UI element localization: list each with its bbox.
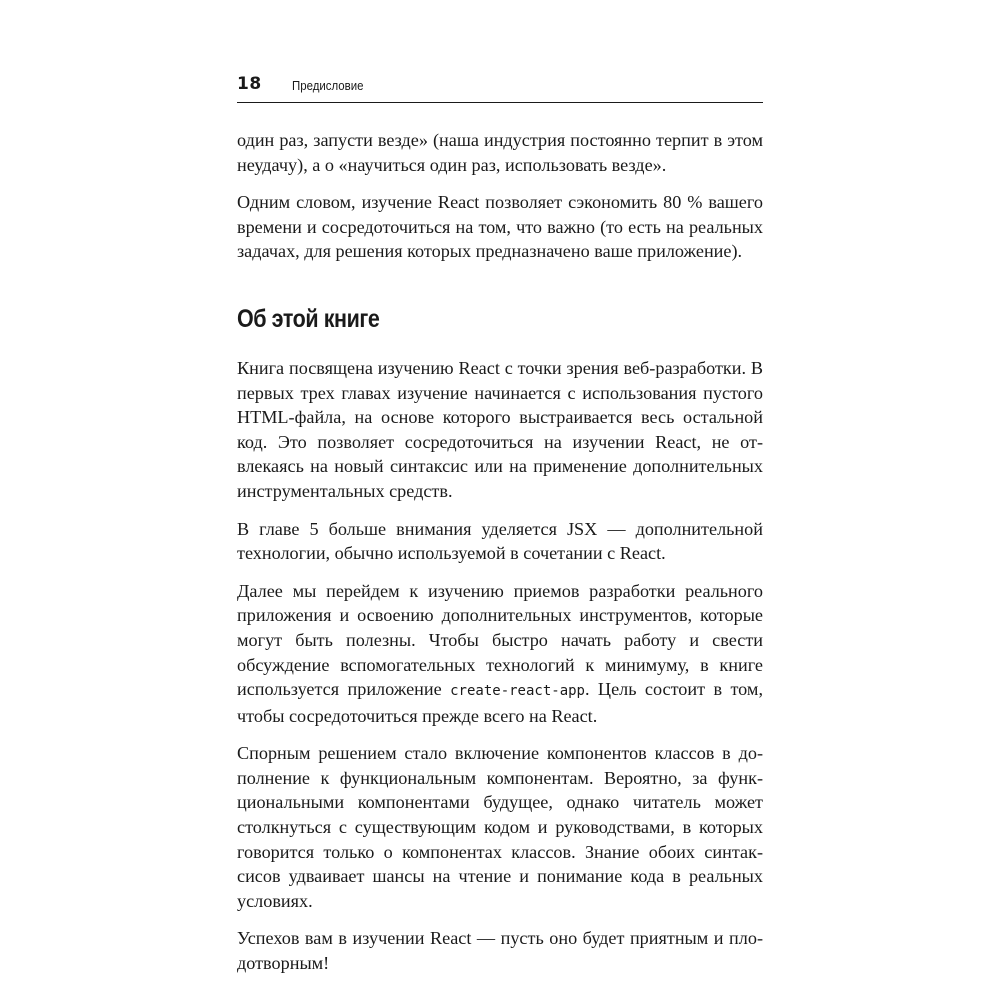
book-page	[237, 0, 763, 1000]
paragraph-tools	[237, 579, 763, 729]
page-number: 18	[237, 74, 262, 94]
paragraph-closing: Успехов вам в изучении React — пусть оно будет приятным и плодотворным!	[237, 928, 763, 974]
paragraph-class-components: Спорным решением стало включение компонентов классов в дополнение к функциональным компонентам. Вероятно, за функциональными компонентами будущее, однако читатель может столкнуться с существующим кодом и руководствами, в которых говорится только о компонентах классов. Знание обоих синтаксисов удваивает шансы на чтение и понимание кода в реальных условиях.	[237, 743, 763, 911]
section-heading: Об этой книге	[237, 304, 380, 333]
inline-code: create-react-app	[450, 683, 585, 700]
paragraph-book-focus: Книга посвящена изучению React с точки зрения веб-разработки. В первых трех главах изучение начинается с использования пустого HTML-файла, на основе которого выстраивается весь остальной код. Это позволяет сосредоточиться на изучении React, не отвлекаясь на новый синтаксис или на применение дополнительных инструментальных средств.	[237, 357, 763, 501]
page-body	[237, 128, 763, 989]
paragraph-tools-text-2: . Цель состоит в том, чтобы сосредоточиться прежде всего на React.	[237, 679, 763, 726]
paragraph-jsx: В главе 5 больше внимания уделяется JSX — дополнительной технологии, обычно используемой в сочетании с React.	[237, 518, 763, 564]
paragraph-continued: один раз, запусти везде» (наша индустрия постоянно терпит в этом неудачу), а о «научиться один раз, использовать везде».	[237, 130, 763, 175]
running-head	[237, 72, 763, 103]
paragraph-summary: Одним словом, изучение React позволяет сэкономить 80 % вашего времени и сосредоточиться на том, что важно (то есть на реальных задачах, для решения которых предназначено ваше приложение).	[237, 192, 763, 262]
running-head-title: Предисловие	[292, 78, 364, 93]
paragraph-tools-text-1: Далее мы перейдем к изучению приемов разработки реального приложения и освоению дополнительных инструментов, которые могут быть полезны. Чтобы быстро начать работу и свести обсуждение вспомогательных технологий к минимуму, в книге используется приложение	[237, 580, 763, 700]
